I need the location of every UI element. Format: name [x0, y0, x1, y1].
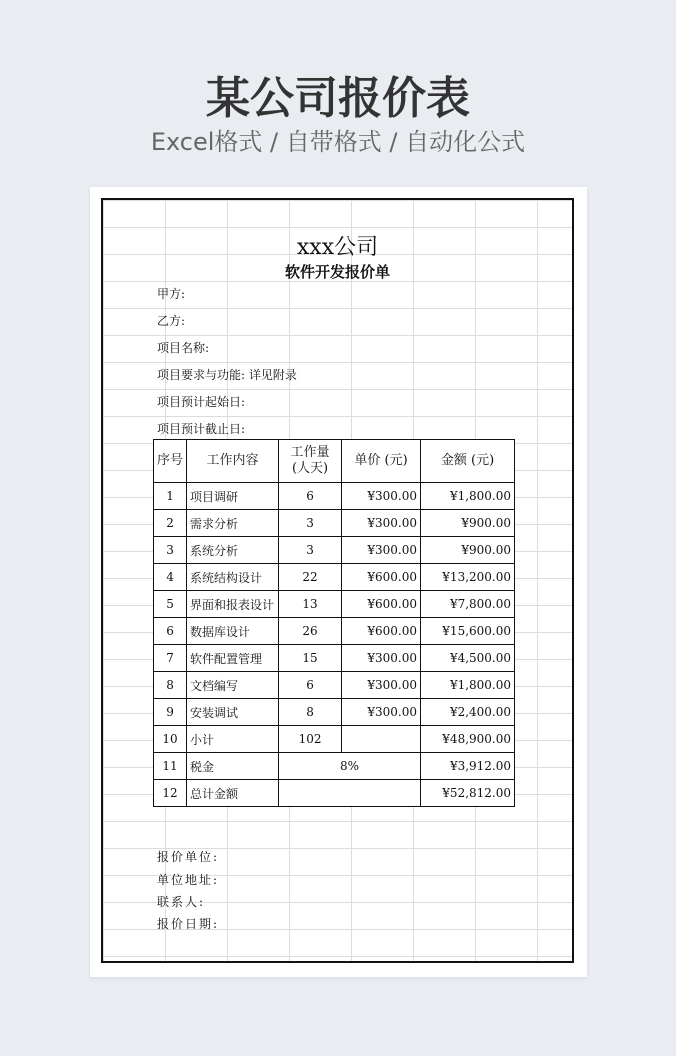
row-no: 2 [154, 510, 187, 537]
row-qty: 3 [279, 510, 342, 537]
party-b-label: 乙方: [157, 314, 186, 328]
row-no: 6 [154, 618, 187, 645]
subtotal-no: 10 [154, 726, 187, 753]
table-header-row [154, 440, 515, 483]
row-item: 系统结构设计 [187, 564, 279, 591]
row-item: 安装调试 [187, 699, 279, 726]
subtotal-label: 小计 [187, 726, 279, 753]
row-no: 5 [154, 591, 187, 618]
tax-row [154, 753, 515, 780]
row-item: 项目调研 [187, 483, 279, 510]
row-no: 3 [154, 537, 187, 564]
subtotal-amount: ¥48,900.00 [421, 726, 515, 753]
row-no: 7 [154, 645, 187, 672]
row-price: ¥300.00 [342, 699, 421, 726]
project-end-label: 项目预计截止日: [157, 422, 246, 436]
total-label: 总计金额 [187, 780, 279, 807]
row-amount: ¥7,800.00 [421, 591, 515, 618]
row-qty: 8 [279, 699, 342, 726]
row-price: ¥600.00 [342, 564, 421, 591]
tax-label: 税金 [187, 753, 279, 780]
unit-address-label: 单位地址: [157, 873, 220, 887]
table-row [154, 510, 515, 537]
header-qty [279, 440, 342, 483]
total-row [154, 780, 515, 807]
page-subtitle: Excel格式 / 自带格式 / 自动化公式 [150, 128, 526, 156]
row-amount: ¥13,200.00 [421, 564, 515, 591]
row-qty: 6 [279, 672, 342, 699]
row-qty: 13 [279, 591, 342, 618]
row-amount: ¥900.00 [421, 537, 515, 564]
row-amount: ¥900.00 [421, 510, 515, 537]
subtotal-qty: 102 [279, 726, 342, 753]
subtotal-price-empty [342, 726, 421, 753]
quote-title: 软件开发报价单 [284, 263, 390, 281]
row-amount: ¥1,800.00 [421, 672, 515, 699]
project-start-label: 项目预计起始日: [157, 395, 246, 409]
row-price: ¥300.00 [342, 537, 421, 564]
table-row [154, 672, 515, 699]
table-row [154, 699, 515, 726]
tax-no: 11 [154, 753, 187, 780]
header-qty-line1: 工作量 [290, 445, 330, 460]
header-no: 序号 [154, 440, 187, 483]
table-row [154, 645, 515, 672]
header-qty-line2: (人天) [291, 461, 329, 476]
row-amount: ¥2,400.00 [421, 699, 515, 726]
company-name: xxx公司 [296, 235, 379, 260]
subtotal-row [154, 726, 515, 753]
row-qty: 22 [279, 564, 342, 591]
quote-date-label: 报价日期: [157, 917, 220, 931]
header-item: 工作内容 [187, 440, 279, 483]
project-requirements-label: 项目要求与功能: 详见附录 [157, 368, 297, 382]
row-qty: 26 [279, 618, 342, 645]
contact-label: 联系人: [157, 895, 206, 909]
project-name-label: 项目名称: [157, 341, 210, 355]
table-row [154, 537, 515, 564]
total-empty [279, 780, 421, 807]
row-item: 界面和报表设计 [187, 591, 279, 618]
header-price: 单价 (元) [342, 440, 421, 483]
row-price: ¥300.00 [342, 510, 421, 537]
row-amount: ¥15,600.00 [421, 618, 515, 645]
row-item: 文档编写 [187, 672, 279, 699]
page-title: 某公司报价表 [206, 73, 470, 124]
row-item: 软件配置管理 [187, 645, 279, 672]
row-qty: 6 [279, 483, 342, 510]
row-item: 数据库设计 [187, 618, 279, 645]
party-a-label: 甲方: [157, 287, 186, 301]
row-price: ¥300.00 [342, 672, 421, 699]
row-no: 4 [154, 564, 187, 591]
row-price: ¥600.00 [342, 618, 421, 645]
row-amount: ¥4,500.00 [421, 645, 515, 672]
row-qty: 15 [279, 645, 342, 672]
row-price: ¥600.00 [342, 591, 421, 618]
tax-rate: 8% [279, 753, 421, 780]
row-item: 系统分析 [187, 537, 279, 564]
quote-unit-label: 报价单位: [157, 850, 220, 864]
row-no: 9 [154, 699, 187, 726]
table-row [154, 564, 515, 591]
total-amount: ¥52,812.00 [421, 780, 515, 807]
table-row [154, 483, 515, 510]
row-no: 8 [154, 672, 187, 699]
table-row [154, 618, 515, 645]
row-amount: ¥1,800.00 [421, 483, 515, 510]
total-no: 12 [154, 780, 187, 807]
row-qty: 3 [279, 537, 342, 564]
sheet-grid [101, 198, 574, 963]
spreadsheet-preview [90, 187, 587, 977]
row-price: ¥300.00 [342, 483, 421, 510]
row-item: 需求分析 [187, 510, 279, 537]
header-amount: 金额 (元) [421, 440, 515, 483]
table-row [154, 591, 515, 618]
tax-amount: ¥3,912.00 [421, 753, 515, 780]
row-price: ¥300.00 [342, 645, 421, 672]
row-no: 1 [154, 483, 187, 510]
quote-table [153, 439, 515, 807]
